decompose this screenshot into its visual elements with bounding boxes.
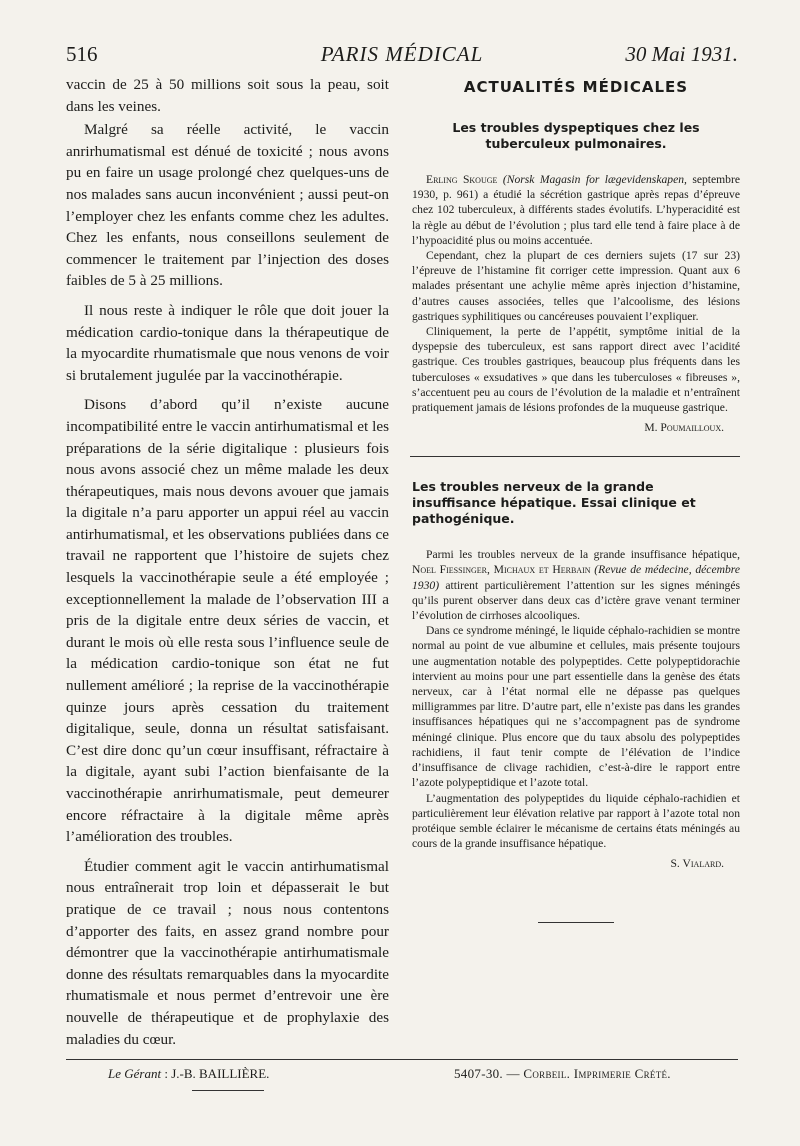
author-name: Erling Skouge xyxy=(426,173,498,186)
source-citation: (Norsk Magasin for lægevidenskapen, xyxy=(502,173,687,186)
issue-date: 30 Mai 1931. xyxy=(625,42,738,66)
section-divider xyxy=(538,922,614,923)
source-citation: (Revue de médecine, décembre 1930) xyxy=(412,563,740,592)
publisher-credit xyxy=(108,1066,269,1082)
footer-rule xyxy=(66,1059,738,1060)
article-paragraph xyxy=(412,547,740,623)
paragraph: Il nous reste à indiquer le rôle que doit jouer la médication cardio-tonique dans la thérapeutique de la myocardite rhumatismale que nous venons de voir si brutalement jugulée par la vaccinothérapie. xyxy=(66,301,389,384)
article-signature: S. Vialard. xyxy=(670,857,724,871)
page-header xyxy=(66,42,738,70)
article-divider xyxy=(410,456,740,457)
article-paragraph xyxy=(412,172,740,248)
gerant-name: : J.-B. BAILLIÈRE. xyxy=(161,1066,270,1081)
right-column xyxy=(412,74,740,923)
article-paragraph: Dans ce syndrome méningé, le liquide céphalo-rachidien se montre normal au point de vue albumine et cellules, mais présente toujours une augmentation notable des polypeptides. Cette polypeptidorachie intervient au moins pour une part essentielle dans la genèse des états nerveux, car à l’état normal elle ne dépasse pas quelques milligrammes par litre. D’autre part, elle n’existe pas dans les grandes insuffisances hépatiques qui ne s’accompagnent pas de syndrome méningé clinique. Plus encore que du taux absolu des polypeptides rachidiens, il faut tenir compte de l’élévation de l’indice d’insuffisance de clivage rachidien, c’est-à-dire le rapport entre l’azote polypeptidique et l’azote total. xyxy=(412,624,740,790)
left-column xyxy=(66,74,389,1091)
article-paragraph: Cliniquement, la perte de l’appétit, symptôme initial de la dyspepsie des tuberculeux, est sans rapport direct avec l’acidité gastrique. Ces troubles gastriques, beaucoup plus fréquents dans les tuberculoses « exsudatives » que dans les tuberculoses « fibreuses », s’accentuent peu au cours de l’évolution de la maladie et n’entraînent pratiquement jamais de lésions profondes de la muqueuse gastrique. xyxy=(412,325,740,415)
article-title: Les troubles nerveux de la grande insuffisance hépatique. Essai clinique et pathogénique. xyxy=(412,479,696,527)
article-dyspepsia xyxy=(412,120,740,434)
paragraph: Étudier comment agit le vaccin antirhumatismal nous entraînerait trop loin et dépasserait le but pratique de ce travail ; nous nous contentons d’apporter des faits, en assez grand nombre pour démontrer que la vaccinothérapie antirhumatismale donne des résultats remarquables dans la myocardite rhumatismale et nous permet d’entrevoir une ère nouvelle de thérapeutique et de prophylaxie des maladies du cœur. xyxy=(66,857,389,1048)
author-names: Noel Fiessinger, Michaux et Herbain xyxy=(412,563,591,577)
section-divider xyxy=(192,1090,264,1091)
paragraph: Disons d’abord qu’il n’existe aucune incompatibilité entre le vaccin antirhumatismal et les préparations de la série digitalique : plusieurs fois nous avons associé chez un même malade les deux thérapeutiques, mais nous devons avouer que jamais la digitale n’a paru apporter un appui réel au vaccin antirhumatismal, et les observations publiées dans ce travail ne rapportent que l’histoire de sujets chez lesquels la vaccinothérapie seule a été employée ; exceptionnellement la malade de l’observation III a pris de la digitale entre deux séries de vaccin, et durant le mois où elle resta sous l’influence seule de la médication cardio-tonique son état ne fut nullement amélioré ; la reprise de la vaccinothérapie quinze jours après cessation du traitement digitalique, seule, donna un résultat satisfaisant. C’est dire donc qu’un cœur insuffisant, réfractaire à la digitale, ayant subi l’action bienfaisante de la vaccinothérapie anrirhumatismale, peut demeurer encore réfractaire à la digitale même après l’amélioration des troubles. xyxy=(66,396,389,846)
section-title: ACTUALITÉS MÉDICALES xyxy=(463,78,689,96)
page-number: 516 xyxy=(66,42,98,66)
paragraph-text: Parmi les troubles nerveux de la grande insuffisance hépatique, xyxy=(426,548,740,562)
printer-credit: 5407-30. — Corbeil. Imprimerie Crété. xyxy=(454,1066,671,1081)
journal-title: PARIS MÉDICAL xyxy=(320,42,484,66)
article-signature: M. Poumailloux. xyxy=(644,421,724,435)
article-hepatic xyxy=(412,479,740,870)
paragraph-text: septembre 1930, p. 961) a étudié la sécrétion gastrique après repas d’épreuve chez 102 tuberculeux, à différents stades évolutifs. L’hyperacidité est la règle au début de l’évolution ; plus tard elle tend à faire place à de l’hypoacidité plus ou moins accentuée. xyxy=(412,173,740,247)
article-title: Les troubles dyspeptiques chez les tuberculeux pulmonaires. xyxy=(452,120,700,151)
article-paragraph: Cependant, chez la plupart de ces derniers sujets (17 sur 23) l’épreuve de l’histamine fit corriger cette impression. Quant aux 6 malades présentant une achylie même après injection d’histamine, d’autres causes associées, telles que l’alcoolisme, des lésions gastriques syphilitiques ou cancéreuses pouvaient l’expliquer. xyxy=(412,249,740,323)
paragraph-text: attirent particulièrement l’attention sur les signes méningés qu’ils purent observer dans deux cas d’ictère grave venant terminer l’évolution de cirrhoses alcooliques. xyxy=(412,578,740,623)
paragraph: Malgré sa réelle activité, le vaccin anrirhumatismal est dénué de toxicité ; nous avons pu en faire un usage prolongé chez quelques-uns de nos malades sans aucun inconvénient ; aussi peut-on l’employer chez les enfants comme chez les adultes. Chez les enfants, nous conseillons seulement de commencer le traitement par l’injection des doses faibles de 5 à 25 millions. xyxy=(66,121,389,290)
gerant-label: Le Gérant xyxy=(108,1066,162,1081)
paragraph: vaccin de 25 à 50 millions soit sous la peau, soit dans les veines. xyxy=(66,76,389,115)
article-paragraph: L’augmentation des polypeptides du liquide céphalo-rachidien et particulièrement leur élévation relative par rapport à l’azote total non protéique semble éclairer le mécanisme de certains états méningés au cours de la grande insuffisance hépatique. xyxy=(412,791,740,851)
